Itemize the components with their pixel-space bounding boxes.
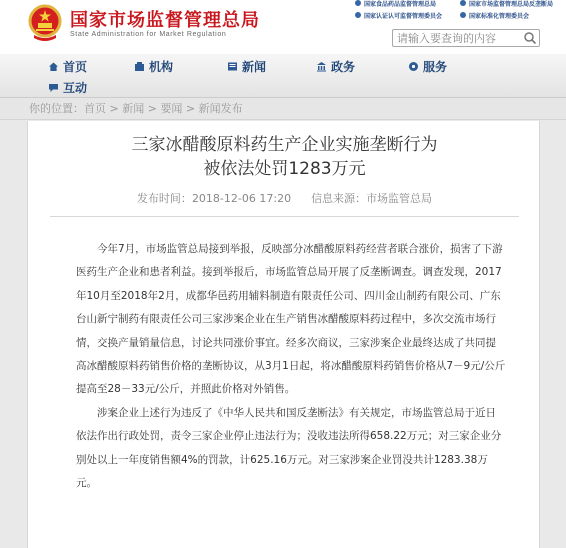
top-link-cnca[interactable]: 国家认证认可监督管理委员会 (364, 13, 443, 20)
article-title (28, 133, 541, 181)
nav-label: 服务 (423, 59, 448, 74)
site-header (0, 0, 566, 54)
news-icon (227, 61, 238, 72)
link-dot-icon (355, 12, 361, 18)
link-dot-icon (460, 12, 466, 18)
source-name: 市场监管总局 (366, 192, 433, 205)
breadcrumb-headlines[interactable]: 要闻 (160, 102, 183, 115)
article-title-line-2: 被依法处罚1283万元 (203, 159, 366, 179)
site-title[interactable]: 国家市场监督管理总局 (70, 10, 260, 31)
nav-label: 机构 (149, 59, 174, 74)
source-label: 信息来源： (311, 192, 367, 205)
link-dot-icon (355, 0, 361, 6)
search-box (392, 29, 540, 47)
publish-time: 2018-12-06 17:20 (191, 192, 292, 205)
search-icon (523, 31, 537, 45)
breadcrumb-news[interactable]: 新闻 (122, 102, 145, 115)
top-link-antimonopoly[interactable]: 国家市场监督管理总局反垄断局 (469, 1, 554, 8)
link-dot-icon (460, 0, 466, 6)
nav-item-news[interactable] (227, 57, 266, 75)
nav-item-interaction[interactable] (48, 78, 87, 96)
article-body (76, 238, 506, 495)
service-icon (408, 61, 419, 72)
nav-item-institutions[interactable] (134, 57, 173, 75)
meta-divider (50, 216, 519, 217)
breadcrumb-prefix: 你的位置： (29, 102, 84, 115)
national-emblem-icon (28, 4, 62, 42)
nav-label: 首页 (63, 59, 88, 74)
top-link-sac[interactable]: 国家标准化管理委员会 (469, 13, 530, 20)
site-subtitle: State Administration for Market Regulation (70, 31, 227, 38)
nav-item-home[interactable] (48, 57, 87, 75)
article-meta (28, 190, 541, 206)
article-title-line-1: 三家冰醋酸原料药生产企业实施垄断行为 (131, 135, 438, 155)
article-paragraph: 今年7月，市场监管总局接到举报，反映部分冰醋酸原料药经营者联合涨价，损害了下游医药生产企业和患者利益。接到举报后，市场监管总局开展了反垄断调查。调查发现，2017年10月至2018年2月，成都华邑药用辅料制造有限责任公司、四川金山制药有限公司、广东台山新宁制药有限责任公司三家涉案企业在生产销售冰醋酸原料药过程中，多次交流市场行情，交换产量销量信息，讨论共同涨价事宜。经多次商议，三家涉案企业最终达成了共同提高冰醋酸原料药销售价格的垄断协议，从3月1日起，将冰醋酸原料药销售价格从7－9元/公斤提高至28－33元/公斤，并照此价格对外销售。 (76, 243, 506, 396)
breadcrumb-separator: > (182, 102, 199, 115)
nav-label: 政务 (331, 59, 356, 74)
top-link-cfda[interactable]: 国家食品药品监督管理总局 (364, 1, 437, 8)
nav-label: 互动 (63, 80, 88, 95)
nav-label: 新闻 (242, 59, 267, 74)
breadcrumb-separator: > (144, 102, 161, 115)
interaction-icon (48, 82, 59, 93)
home-icon (48, 61, 59, 72)
publish-label: 发布时间： (136, 192, 192, 205)
article-paragraph: 涉案企业上述行为违反了《中华人民共和国反垄断法》有关规定，市场监管总局于近日依法作出行政处罚，责令三家企业停止违法行为；没收违法所得658.22万元；对三家企业分别处以上一年度销售额4%的罚款，计625.16万元。对三家涉案企业罚没共计1283.38万元。 (76, 406, 502, 490)
breadcrumb-separator: > (106, 102, 123, 115)
nav-item-government[interactable] (316, 57, 355, 75)
search-input[interactable] (393, 30, 517, 46)
building-icon (134, 61, 145, 72)
main-navigation (0, 54, 566, 98)
nav-item-service[interactable] (408, 57, 447, 75)
breadcrumb-home[interactable]: 首页 (84, 102, 106, 115)
search-button[interactable] (523, 31, 537, 45)
article-panel (27, 121, 540, 548)
government-icon (316, 61, 327, 72)
breadcrumb (0, 98, 566, 120)
breadcrumb-press-release[interactable]: 新闻发布 (198, 102, 243, 115)
